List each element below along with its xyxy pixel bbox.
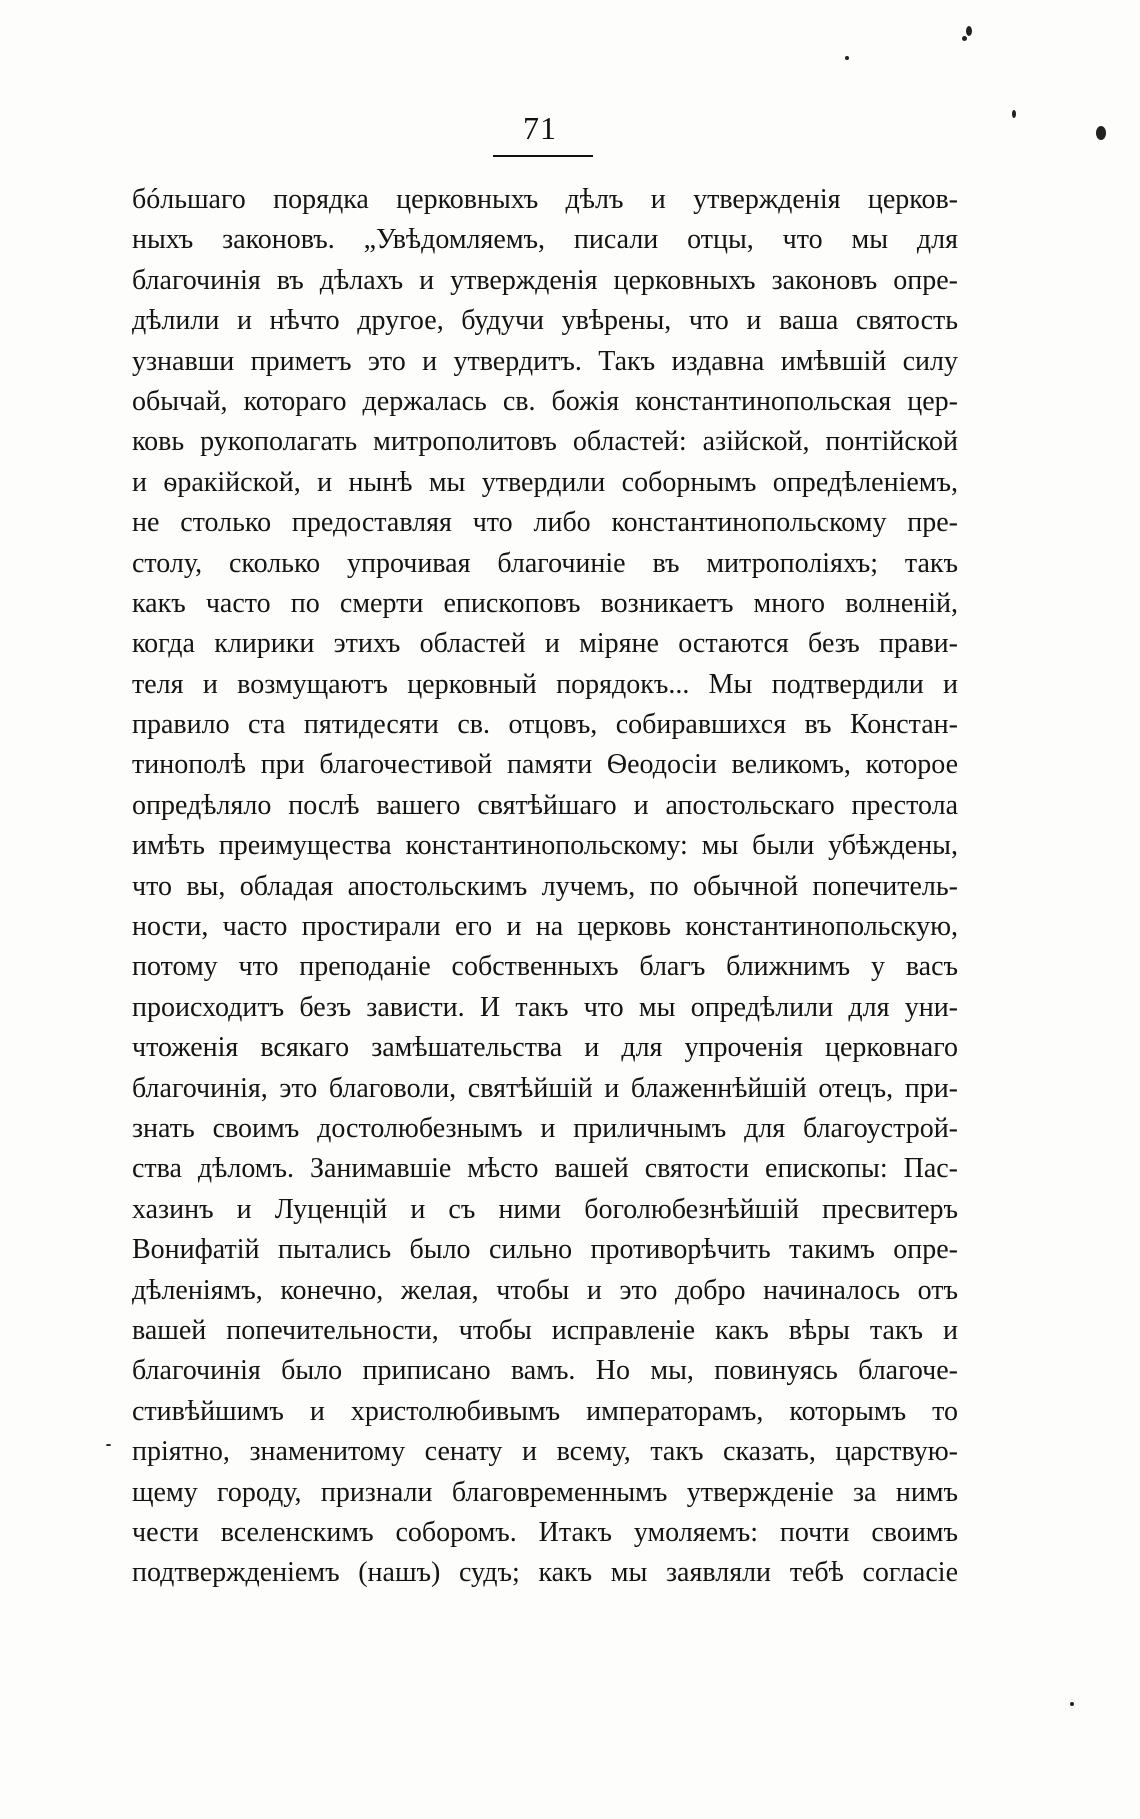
text-line: какъ часто по смерти епископовъ возникаетъ много волненій, xyxy=(132,587,958,619)
page-number: 71 xyxy=(523,110,557,146)
header-rule xyxy=(493,155,593,157)
text-line: обычай, которaго держалась св. божія константинопольская цер- xyxy=(132,385,958,417)
text-line: опредѣляло послѣ вашего святѣйшаго и апостольскаго престола xyxy=(132,789,958,821)
scan-speck xyxy=(966,26,972,36)
text-line: подтвержденіемъ (нашъ) судъ; какъ мы заявляли тебѣ согласіе xyxy=(132,1557,958,1589)
text-line: теля и возмущаютъ церковный порядокъ... Мы подтвердили и xyxy=(132,668,958,700)
text-line: знать своимъ достолюбезнымъ и приличнымъ для благоустрой- xyxy=(132,1112,958,1144)
text-line: благочинія, это благоволи, святѣйшій и блаженнѣйшій отецъ, при- xyxy=(132,1072,958,1104)
text-line: узнавши приметъ это и утвердитъ. Такъ издавна имѣвшій силу xyxy=(132,345,958,377)
text-line: происходитъ безъ зависти. И такъ что мы опредѣлили для уни- xyxy=(132,991,958,1023)
scan-speck xyxy=(962,36,967,41)
text-line: благочинія въ дѣлахъ и утвержденія церковныхъ законовъ опре- xyxy=(132,264,958,296)
text-line: дѣлили и нѣчто другое, будучи увѣрены, что и ваша святость xyxy=(132,305,958,337)
text-line: щему городу, признали благовременнымъ утвержденіе за нимъ xyxy=(132,1476,958,1508)
text-line: чтоженія всякаго замѣшательства и для упроченія церковнаго xyxy=(132,1032,958,1064)
text-line: ства дѣломъ. Занимавшіе мѣсто вашей святости епископы: Пас- xyxy=(132,1153,958,1185)
scan-speck xyxy=(106,1444,111,1446)
text-line: тинополѣ при благочестивой памяти Ѳеодосіи великомъ, которое xyxy=(132,749,958,781)
text-line: имѣть преимущества константинопольскому: мы были убѣждены, xyxy=(132,830,958,862)
text-line: вашей попечительности, чтобы исправленіе какъ вѣры такъ и xyxy=(132,1314,958,1346)
text-line: не столько предоставляя что либо константинопольскому пре- xyxy=(132,507,958,539)
text-line: дѣленіямъ, конечно, желая, чтобы и это добро начиналось отъ xyxy=(132,1274,958,1306)
text-line: столу, сколько упрочивая благочиніе въ митрополіяхъ; такъ xyxy=(132,547,958,579)
text-line: что вы, обладая апостольскимъ лучемъ, по обычной попечитель- xyxy=(132,870,958,902)
scan-speck xyxy=(1096,126,1106,140)
text-line: и ѳракійской, и нынѣ мы утвердили соборнымъ опредѣленіемъ, xyxy=(132,466,958,498)
text-line: правило ста пятидесяти св. отцовъ, собиравшихся въ Констан- xyxy=(132,709,958,741)
text-line: ковь рукополагать митрополитовъ областей: азійской, понтійской xyxy=(132,426,958,458)
text-line: пріятно, знаменитому сенату и всему, такъ сказать, царствую- xyxy=(132,1436,958,1468)
text-line: благочинія было приписано вамъ. Но мы, повинуясь благоче- xyxy=(132,1355,958,1387)
scan-speck xyxy=(1070,1702,1074,1706)
text-line: чести вселенскимъ соборомъ. Итакъ умоляемъ: почти своимъ xyxy=(132,1516,958,1548)
body-text xyxy=(132,180,958,1594)
text-line: ности, часто простирали его и на церковь константинопольскую, xyxy=(132,911,958,943)
text-line: Вонифатій пытались было сильно противорѣчить такимъ опре- xyxy=(132,1234,958,1266)
scan-speck xyxy=(1012,110,1016,118)
text-line: бóльшаго порядка церковныхъ дѣлъ и утвержденія церков- xyxy=(132,184,958,215)
text-line: стивѣйшимъ и христолюбивымъ императорамъ, которымъ то xyxy=(132,1395,958,1427)
text-line: когда клирики этихъ областей и міряне остаются безъ прави- xyxy=(132,628,958,660)
scan-speck xyxy=(845,56,849,60)
text-line: потому что преподаніе собственныхъ благъ ближнимъ у васъ xyxy=(132,951,958,983)
text-line: хазинъ и Луценцій и съ ними боголюбезнѣйшій пресвитеръ xyxy=(132,1193,958,1225)
text-line: ныхъ законовъ. „Увѣдомляемъ, писали отцы, что мы для xyxy=(132,224,958,256)
